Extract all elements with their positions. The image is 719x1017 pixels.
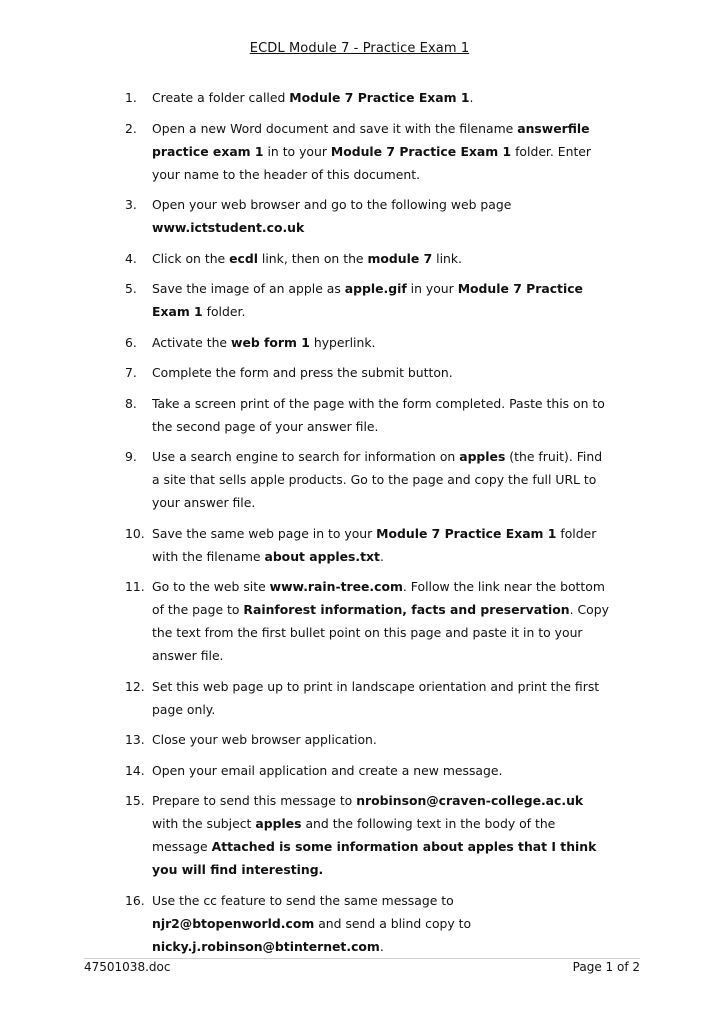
emphasis-text: njr2@btopenworld.com [152,915,315,931]
list-item [125,117,611,186]
list-item-number: 15. [125,793,145,808]
list-item [125,392,611,438]
list-item-number: 11. [125,579,145,594]
list-item [125,759,611,782]
list-item [125,728,611,751]
list-item [125,575,611,667]
emphasis-text: apples [459,449,506,464]
body-text: Complete the form and press the submit button. [152,365,453,380]
body-text: . Follow the link near the bottom of the page to [152,579,605,617]
body-text: folder. Enter your name to the header of this document. [152,143,592,182]
body-text: Close your web browser application. [152,732,377,747]
body-text: Save the image of an apple as [152,281,345,296]
list-item-number: 10. [125,525,145,541]
list-item-number: 8. [125,395,137,411]
body-text: with the subject [152,816,256,831]
footer-divider [84,958,640,959]
body-text: Create a folder called [152,90,290,105]
emphasis-text: www.ictstudent.co.uk [152,220,305,235]
emphasis-text: Attached is some information about apples that I think you will find interesting. [152,839,597,877]
emphasis-text: ecdl [229,250,258,266]
list-item [125,331,611,354]
emphasis-text: apple.gif [344,281,407,296]
body-text: Use the cc feature to send the same message to [152,892,454,908]
list-item [125,789,611,881]
list-item-number: 14. [125,762,145,778]
emphasis-text: nrobinson@craven-college.ac.uk [356,793,584,808]
list-item-number: 5. [125,281,137,296]
emphasis-text: nicky.j.robinson@btinternet.com [152,938,380,954]
footer-filename: 47501038.doc [84,960,171,974]
emphasis-text: module 7 [367,250,433,266]
body-text: Prepare to send this message to [152,793,357,808]
body-text: Click on the [152,250,230,266]
list-item [125,277,611,323]
body-text: (the fruit). Find a site that sells apple products. Go to the page and copy the full URL to your answer file. [152,449,603,510]
body-text: folder with the filename [152,525,597,564]
emphasis-text: Module 7 Practice Exam 1 [289,90,470,105]
body-text: . [379,938,384,954]
body-text: Go to the web site [152,579,270,594]
body-text: Use a search engine to search for information on [152,449,460,464]
list-item [125,361,611,384]
instruction-list [125,86,611,965]
list-item-number: 2. [125,120,137,136]
list-item-number: 13. [125,732,145,747]
list-item [125,193,611,239]
list-item [125,445,611,514]
body-text: . Copy the text from the first bullet point on this page and paste it in to your answer file. [152,602,609,663]
body-text: Set this web page up to print in landscape orientation and print the first page only. [152,678,600,717]
body-text: link, then on the [257,250,368,266]
list-item [125,675,611,721]
body-text: in to your [263,143,331,159]
list-item-number: 7. [125,365,137,380]
emphasis-text: Module 7 Practice Exam 1 [376,525,557,541]
emphasis-text: www.rain-tree.com [269,579,403,594]
list-item-number: 6. [125,334,137,350]
body-text: Take a screen print of the page with the form completed. Paste this on to the second page of your answer file. [152,395,605,434]
footer-page-number: Page 1 of 2 [572,960,640,974]
emphasis-text: Module 7 Practice Exam 1 [152,281,583,319]
document-title: ECDL Module 7 - Practice Exam 1 [249,41,470,56]
body-text: and the following text in the body of the message [152,816,556,854]
list-item [125,247,611,270]
list-item-number: 3. [125,197,137,212]
emphasis-text: Module 7 Practice Exam 1 [330,143,512,159]
emphasis-text: apples [255,816,302,831]
list-item-number: 1. [125,90,137,105]
body-text: Open your email application and create a new message. [152,762,503,778]
body-text: Open your web browser and go to the following web page [152,197,512,212]
body-text: . [469,90,474,105]
body-text: and send a blind copy to [314,915,472,931]
list-item-number: 12. [125,678,145,694]
list-item-number: 4. [125,250,137,266]
list-item [125,522,611,568]
emphasis-text: web form 1 [231,334,310,350]
body-text: Save the same web page in to your [152,525,377,541]
list-item [125,86,611,109]
list-item-number: 9. [125,449,137,464]
list-item [125,889,611,958]
body-text: Open a new Word document and save it with the filename [152,120,518,136]
body-text: hyperlink. [309,334,376,350]
body-text: . [379,548,384,564]
emphasis-text: Rainforest information, facts and preservation [243,602,570,617]
emphasis-text: answerfile practice exam 1 [152,120,590,159]
body-text: link. [432,250,462,266]
list-item-number: 16. [125,892,145,908]
emphasis-text: about apples.txt [264,548,380,564]
body-text: folder. [202,304,246,319]
body-text: Activate the [152,334,231,350]
body-text: in your [406,281,458,296]
